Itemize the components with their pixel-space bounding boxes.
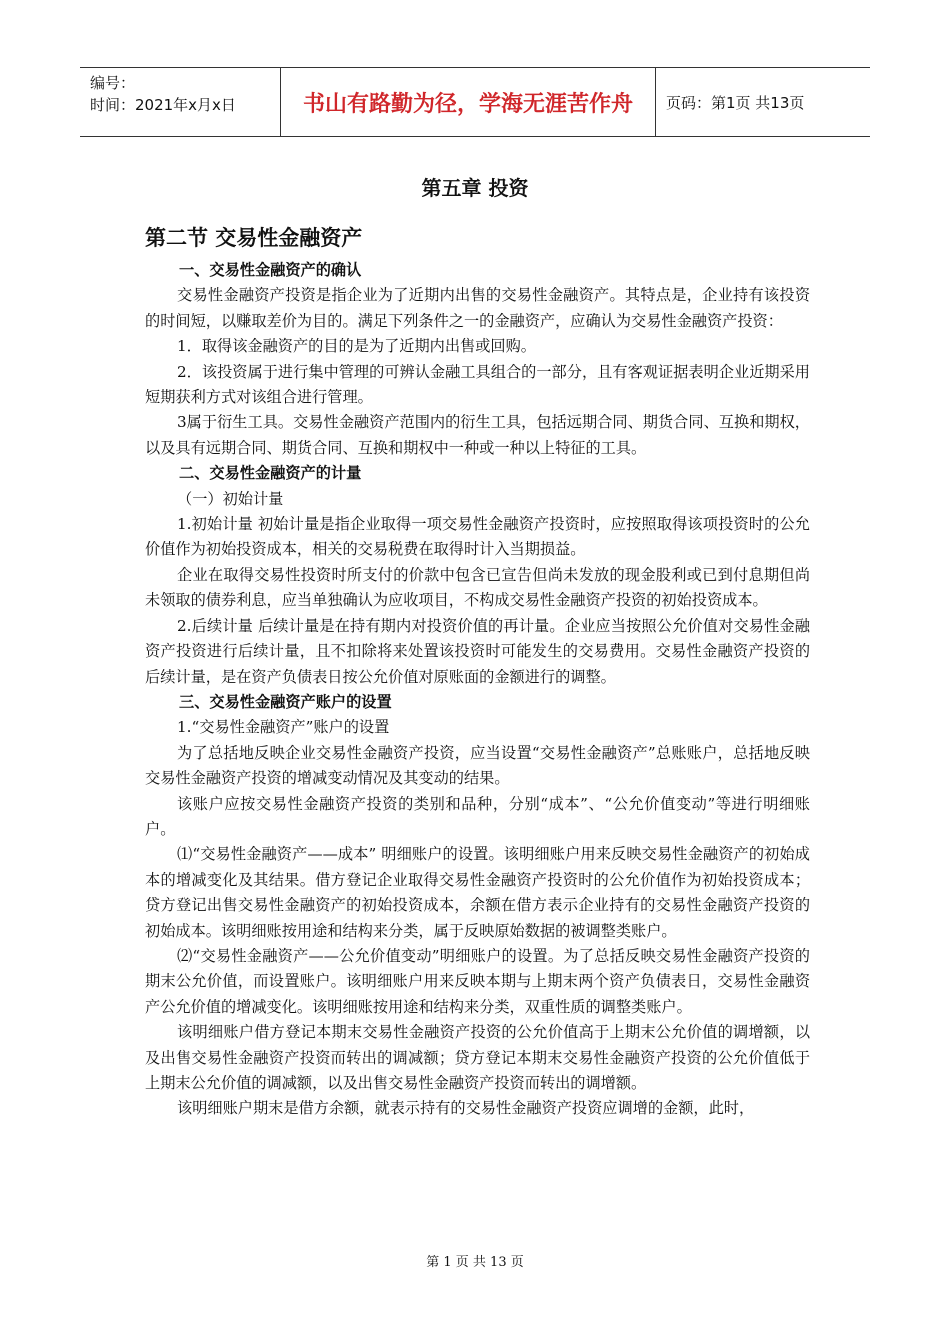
body-paragraph: （一）初始计量 (177, 489, 284, 508)
body-heading: 二、交易性金融资产的计量 (179, 464, 362, 483)
body-paragraph: ⑵“交易性金融资产——公允价值变动”明细账户的设置。为了总括反映交易性金融资产投资的期末公允价值，而设置账户。该明细账户用来反映本期与上期末两个资产负债表日，交易性金融资产公允价值的增减变化。该明细账按用途和结构来分类，双重性质的调整类账户。 (145, 946, 810, 1016)
document-body (145, 258, 810, 1122)
body-paragraph: 2.后续计量 后续计量是在持有期内对投资价值的再计量。企业应当按照公允价值对交易性金融资产投资进行后续计量，且不扣除将来处置该投资时可能发生的交易费用。交易性金融资产投资的后续计量，是在资产负债表日按公允价值对原账面的金额进行的调整。 (145, 616, 810, 686)
header-motto: 书山有路勤为径，学海无涯苦作舟 (280, 68, 656, 136)
body-paragraph: ⑴“交易性金融资产——成本” 明细账户的设置。该明细账户用来反映交易性金融资产的初始成本的增减变化及其结果。借方登记企业取得交易性金融资产投资时的公允价值作为初始投资成本；贷方登记出售交易性金融资产的初始投资成本，余额在借方表示企业持有的交易性金融资产投资的初始成本。该明细账按用途和结构来分类，属于反映原始数据的被调整类账户。 (145, 845, 810, 940)
document-number: 编号： (90, 74, 136, 92)
document-date: 时间：2021年x月x日 (90, 96, 236, 114)
header-meta (80, 68, 280, 136)
header-page-info: 页码：第1页 共13页 (666, 93, 805, 112)
body-heading: 一、交易性金融资产的确认 (179, 261, 362, 279)
body-paragraph: 该明细账户期末是借方余额，就表示持有的交易性金融资产投资应调增的金额，此时， (177, 1099, 755, 1118)
body-paragraph: 交易性金融资产投资是指企业为了近期内出售的交易性金融资产。其特点是，企业持有该投资的时间短，以赚取差价为目的。满足下列条件之一的金融资产，应确认为交易性金融资产投资： (145, 286, 810, 330)
page-footer: 第 1 页 共 13 页 (426, 1255, 524, 1270)
body-heading: 三、交易性金融资产账户的设置 (179, 692, 392, 711)
body-paragraph: 1.“交易性金融资产”账户的设置 (177, 718, 390, 737)
page-header (80, 67, 870, 137)
body-paragraph: 为了总括地反映企业交易性金融资产投资，应当设置“交易性金融资产”总账账户，总括地反映交易性金融资产投资的增减变动情况及其变动的结果。 (145, 743, 810, 788)
chapter-title: 第五章 投资 (421, 176, 529, 200)
body-paragraph: 3属于衍生工具。交易性金融资产范围内的衍生工具，包括远期合同、期货合同、互换和期权，以及具有远期合同、期货合同、互换和期权中一种或一种以上特征的工具。 (145, 413, 810, 457)
body-paragraph: 该账户应按交易性金融资产投资的类别和品种，分别“成本”、“公允价值变动”等进行明细账户。 (145, 794, 810, 838)
body-paragraph: 该明细账户借方登记本期末交易性金融资产投资的公允价值高于上期末公允价值的调增额，以及出售交易性金融资产投资而转出的调减额；贷方登记本期末交易性金融资产投资的公允价值低于上期末公允价值的调减额，以及出售交易性金融资产投资而转出的调增额。 (145, 1023, 810, 1092)
section-title: 第二节 交易性金融资产 (145, 226, 363, 250)
body-paragraph: 1.初始计量 初始计量是指企业取得一项交易性金融资产投资时，应按照取得该项投资时的公允价值作为初始投资成本，相关的交易税费在取得时计入当期损益。 (145, 515, 810, 559)
body-paragraph: 2．该投资属于进行集中管理的可辨认金融工具组合的一部分，且有客观证据表明企业近期采用短期获利方式对该组合进行管理。 (145, 362, 810, 407)
body-paragraph: 1．取得该金融资产的目的是为了近期内出售或回购。 (177, 337, 536, 356)
body-paragraph: 企业在取得交易性投资时所支付的价款中包含已宣告但尚未发放的现金股利或已到付息期但尚未领取的债券利息，应当单独确认为应收项目，不构成交易性金融资产投资的初始投资成本。 (145, 565, 810, 610)
